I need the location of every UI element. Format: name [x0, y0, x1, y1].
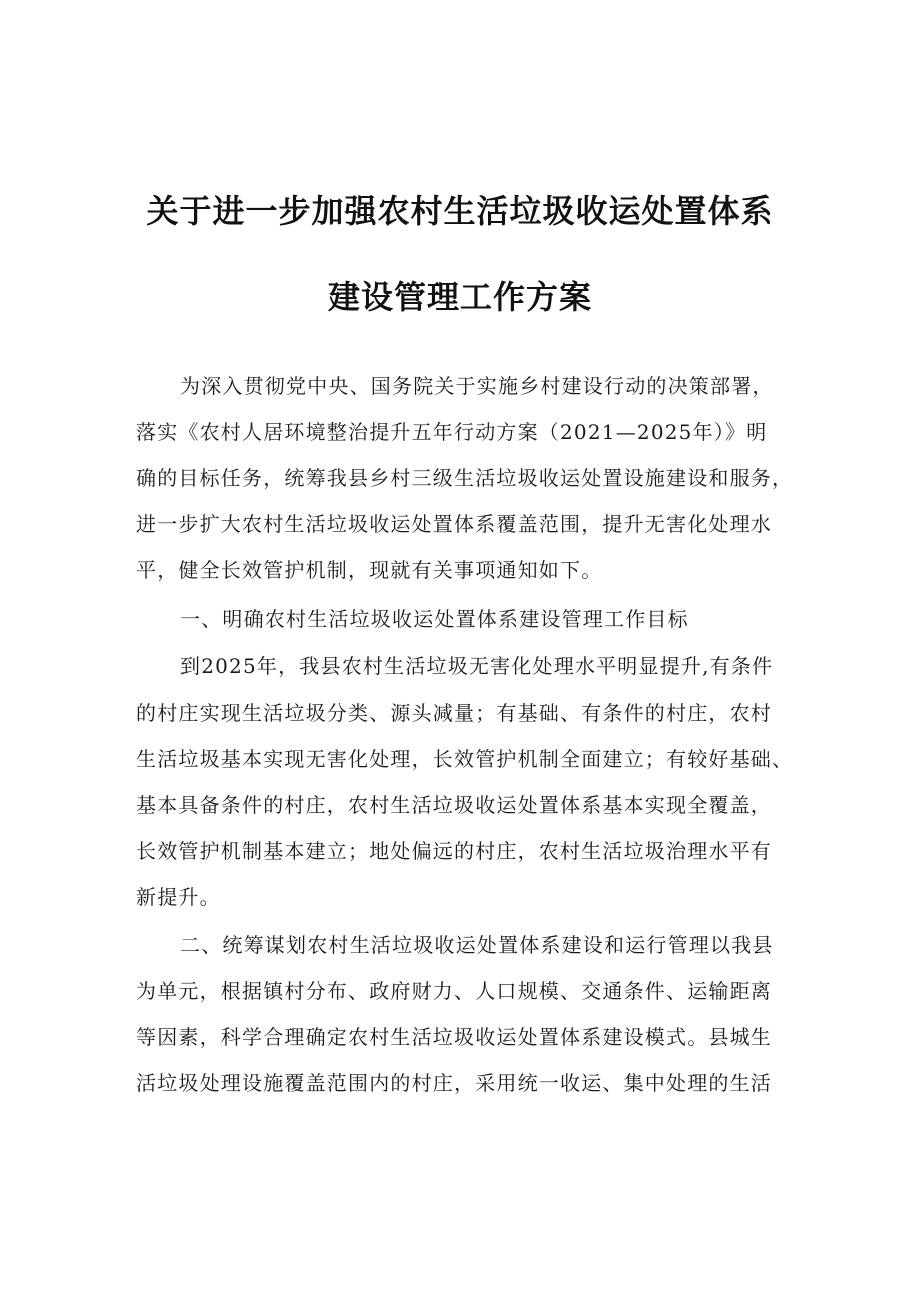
paragraph-intro-line-3: 确的目标任务，统筹我县乡村三级生活垃圾收运处置设施建设和服务，: [136, 466, 794, 490]
document-title-line-2: 建设管理工作方案: [327, 278, 592, 316]
paragraph-goal-line-2: 的村庄实现生活垃圾分类、源头减量；有基础、有条件的村庄，农村: [136, 701, 772, 725]
paragraph-plan-line-2: 为单元，根据镇村分布、政府财力、人口规模、交通条件、运输距离: [136, 979, 772, 1003]
paragraph-intro-line-4: 进一步扩大农村生活垃圾收运处置体系覆盖范围，提升无害化处理水: [136, 512, 772, 536]
paragraph-plan-line-4: 活垃圾处理设施覆盖范围内的村庄，采用统一收运、集中处理的生活: [136, 1071, 772, 1095]
paragraph-goal-line-6: 新提升。: [136, 885, 221, 909]
section-heading-1: 一、明确农村生活垃圾收运处置体系建设管理工作目标: [180, 607, 689, 631]
paragraph-plan-line-1: 二、统筹谋划农村生活垃圾收运处置体系建设和运行管理以我县: [180, 933, 774, 957]
paragraph-intro-line-1: 为深入贯彻党中央、国务院关于实施乡村建设行动的决策部署，: [180, 374, 774, 398]
paragraph-goal-line-1: 到2025年，我县农村生活垃圾无害化处理水平明显提升,有条件: [180, 654, 774, 678]
paragraph-intro-line-2: 落实《农村人居环境整治提升五年行动方案（2021—2025年）》明: [136, 420, 768, 444]
paragraph-intro-line-5: 平，健全长效管护机制，现就有关事项通知如下。: [136, 558, 603, 582]
document-title-line-1: 关于进一步加强农村生活垃圾收运处置体系: [146, 192, 774, 230]
paragraph-plan-line-3: 等因素，科学合理确定农村生活垃圾收运处置体系建设模式。县城生: [136, 1025, 772, 1049]
paragraph-goal-line-3: 生活垃圾基本实现无害化处理，长效管护机制全面建立；有较好基础、: [136, 747, 794, 771]
paragraph-goal-line-5: 长效管护机制基本建立；地处偏远的村庄，农村生活垃圾治理水平有: [136, 839, 772, 863]
paragraph-goal-line-4: 基本具备条件的村庄，农村生活垃圾收运处置体系基本实现全覆盖，: [136, 793, 772, 817]
